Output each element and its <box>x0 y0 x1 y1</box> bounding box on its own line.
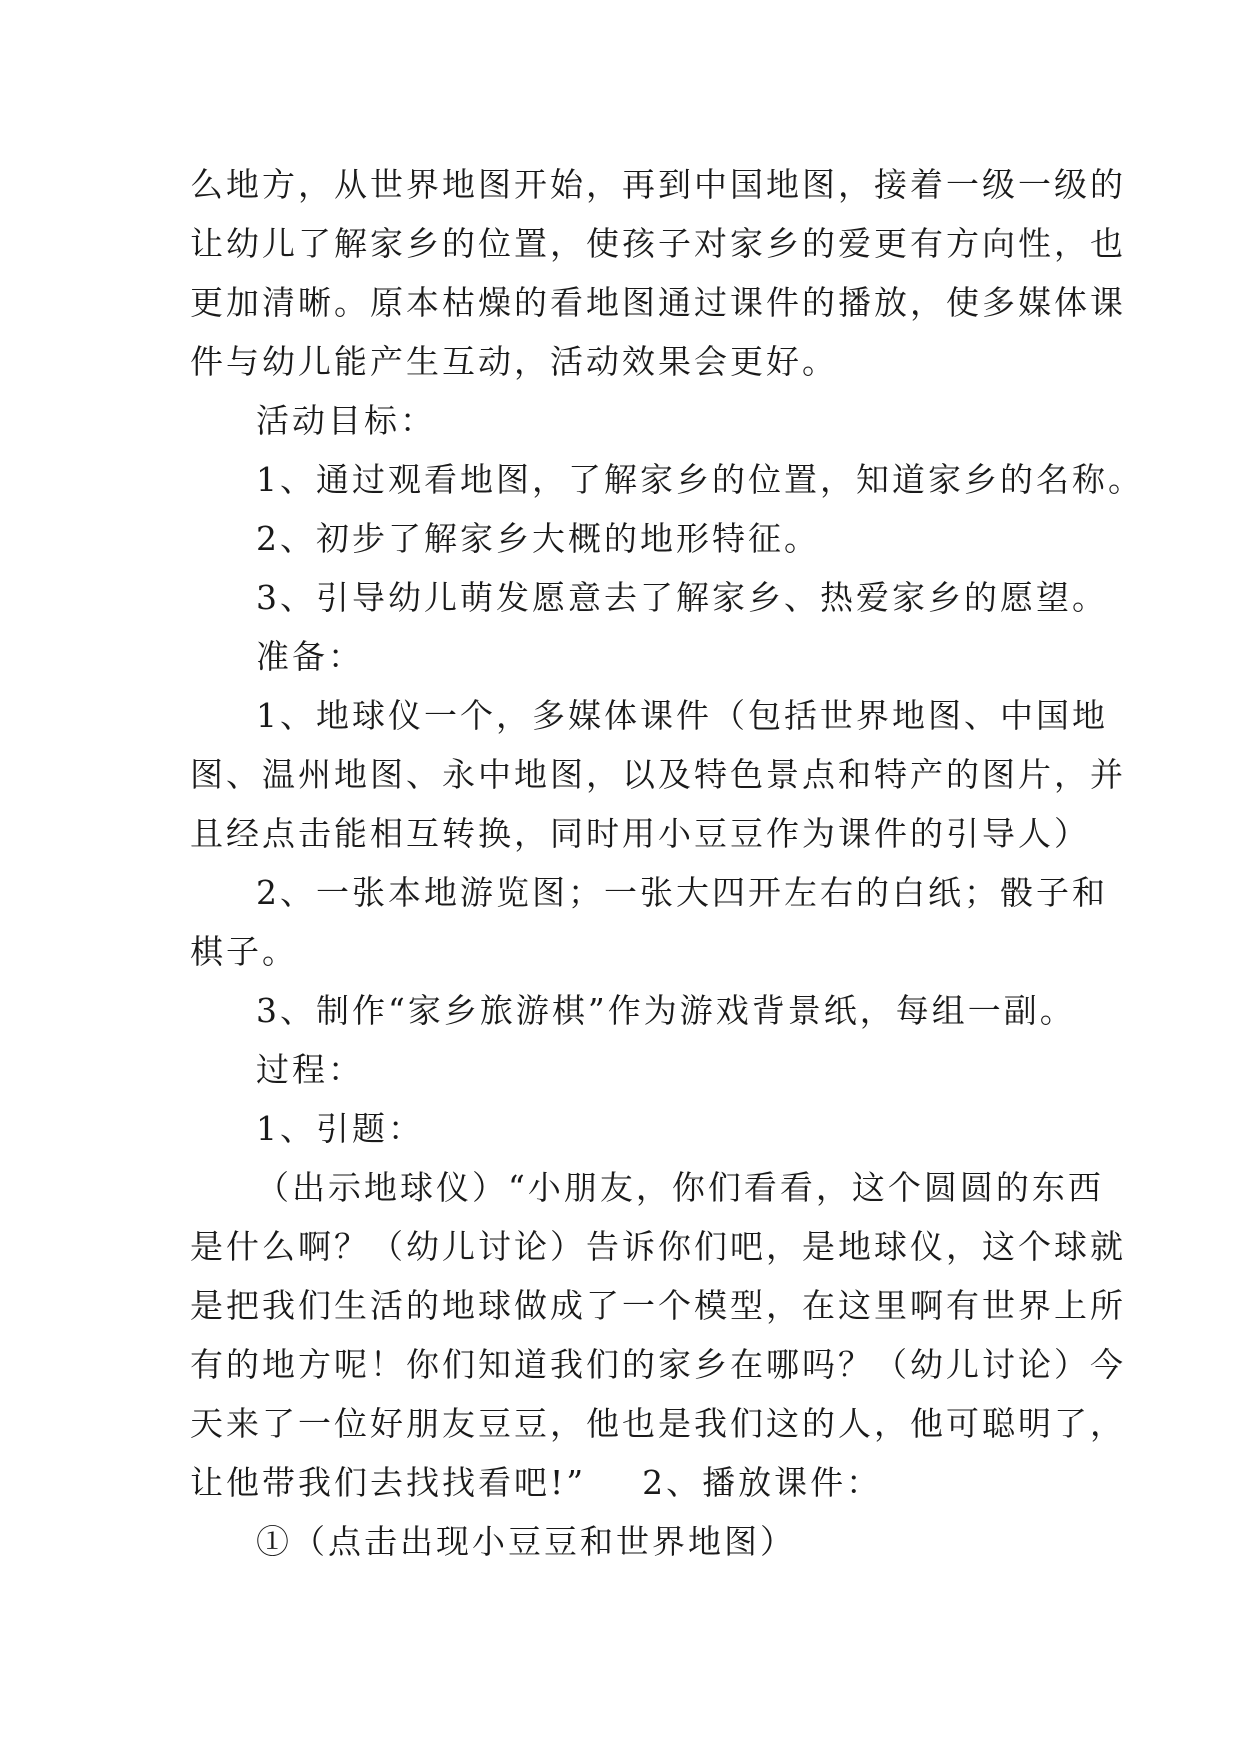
section-heading-goals: 活动目标： <box>256 401 436 440</box>
paragraph-line: 让幼儿了解家乡的位置，使孩子对家乡的爱更有方向性，也 <box>190 224 1126 263</box>
paragraph-line: 有的地方呢！你们知道我们的家乡在哪吗？（幼儿讨论）今 <box>190 1345 1126 1384</box>
list-item: 1、通过观看地图，了解家乡的位置，知道家乡的名称。 <box>256 460 1144 499</box>
dialogue-end: 让他带我们去找找看吧!” <box>190 1463 587 1502</box>
list-item: ①（点击出现小豆豆和世界地图） <box>256 1522 796 1561</box>
list-item: 2、播放课件： <box>642 1463 883 1502</box>
list-item: 3、制作“家乡旅游棋”作为游戏背景纸，每组一副。 <box>256 991 1076 1030</box>
section-heading-preparation: 准备： <box>256 637 364 676</box>
list-item: 2、一张本地游览图；一张大四开左右的白纸；骰子和 <box>256 873 1108 912</box>
document-body <box>190 155 1144 1571</box>
paragraph-line: 件与幼儿能产生互动，活动效果会更好。 <box>190 342 838 381</box>
paragraph-line: 更加清晰。原本枯燥的看地图通过课件的播放，使多媒体课 <box>190 283 1126 322</box>
paragraph-line: 棋子。 <box>190 932 298 971</box>
list-item: 1、地球仪一个，多媒体课件（包括世界地图、中国地 <box>256 696 1108 735</box>
paragraph-line: 是什么啊？（幼儿讨论）告诉你们吧，是地球仪，这个球就 <box>190 1227 1126 1266</box>
paragraph-line <box>190 1453 1070 1512</box>
list-item: 3、引导幼儿萌发愿意去了解家乡、热爱家乡的愿望。 <box>256 578 1108 617</box>
paragraph-line: 图、温州地图、永中地图，以及特色景点和特产的图片，并 <box>190 755 1126 794</box>
paragraph-line: 么地方，从世界地图开始，再到中国地图，接着一级一级的 <box>190 165 1126 204</box>
paragraph-line: （出示地球仪）“小朋友，你们看看，这个圆圆的东西 <box>256 1168 1104 1207</box>
list-item: 2、初步了解家乡大概的地形特征。 <box>256 519 820 558</box>
paragraph-line: 天来了一位好朋友豆豆，他也是我们这的人，他可聪明了， <box>190 1404 1126 1443</box>
list-item: 1、引题： <box>256 1109 424 1148</box>
paragraph-line: 且经点击能相互转换，同时用小豆豆作为课件的引导人） <box>190 814 1090 853</box>
paragraph-line: 是把我们生活的地球做成了一个模型，在这里啊有世界上所 <box>190 1286 1126 1325</box>
section-heading-process: 过程： <box>256 1050 364 1089</box>
